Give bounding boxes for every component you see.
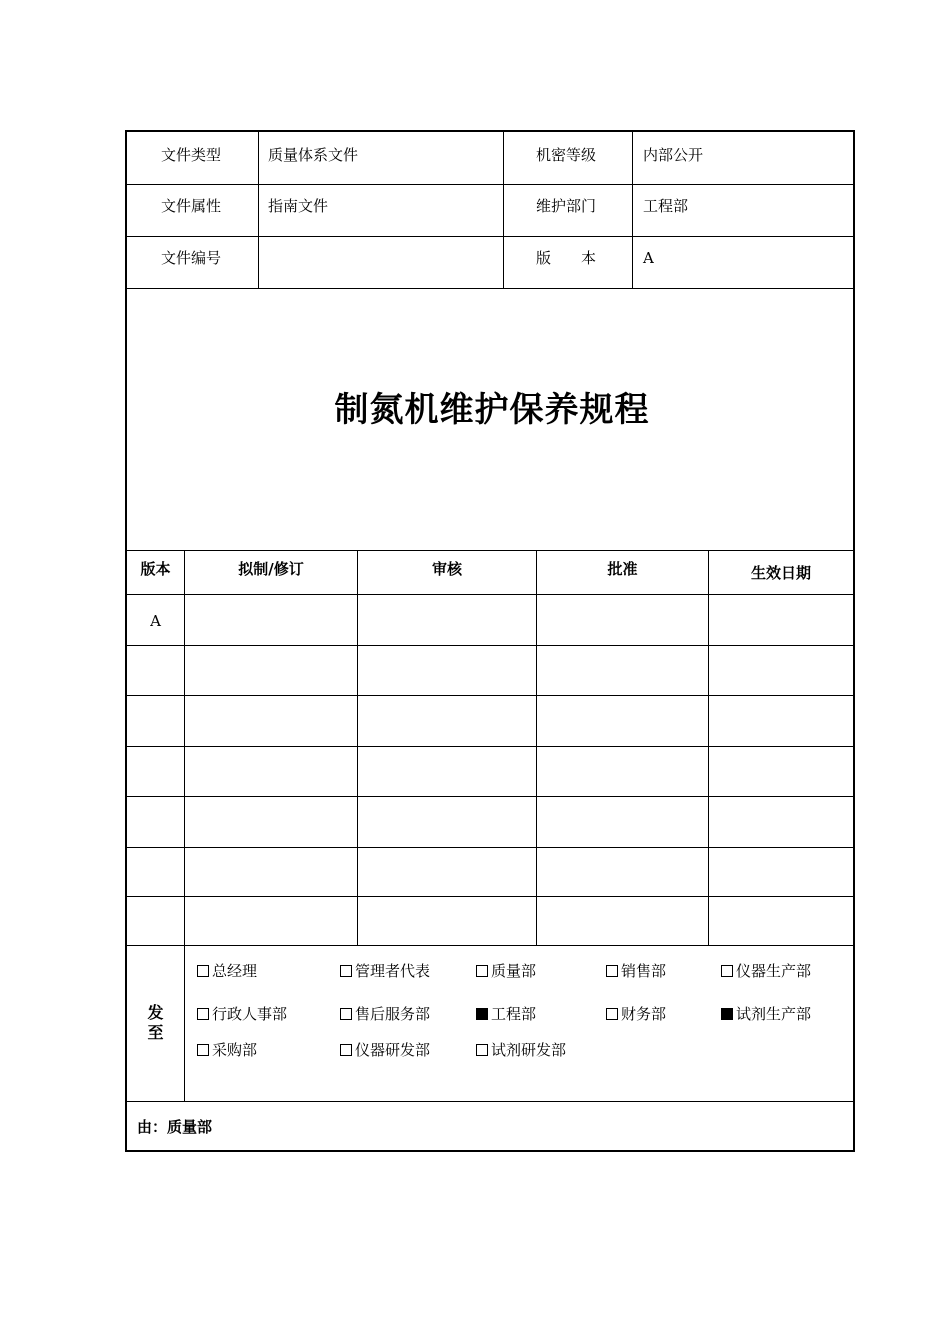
doc-type-label: 文件类型 (161, 146, 222, 164)
distribution-item[interactable]: 总经理 (197, 961, 257, 981)
divider (127, 896, 853, 897)
checkbox-icon[interactable] (476, 1044, 488, 1056)
divider (127, 847, 853, 848)
doc-attr-value: 指南文件 (268, 197, 329, 215)
divider (184, 945, 185, 1101)
column-header-approved: 批准 (607, 560, 638, 578)
distribution-item[interactable]: 行政人事部 (197, 1004, 287, 1024)
distribution-item[interactable]: 财务部 (606, 1004, 666, 1024)
divider (357, 550, 358, 945)
column-header-version: 版本 (140, 560, 171, 578)
divider (258, 132, 259, 288)
column-header-effective-date: 生效日期 (750, 564, 811, 582)
secret-level-label: 机密等级 (536, 146, 597, 164)
checkbox-icon[interactable] (606, 1008, 618, 1020)
divider (536, 550, 537, 945)
distribution-item[interactable]: 仪器研发部 (340, 1040, 430, 1060)
divider (127, 594, 853, 595)
doc-type-value: 质量体系文件 (268, 146, 359, 164)
divider (503, 132, 504, 288)
divider (127, 796, 853, 797)
doc-attr-label: 文件属性 (161, 197, 222, 215)
table-cell-version: A (150, 612, 161, 630)
divider (127, 695, 853, 696)
column-header-drafted: 拟制/修订 (238, 560, 304, 578)
divider (127, 1101, 853, 1102)
checkbox-icon[interactable] (197, 1044, 209, 1056)
version-value: A (643, 249, 654, 267)
distribution-item[interactable]: 管理者代表 (340, 961, 430, 981)
distribution-item[interactable]: 试剂研发部 (476, 1040, 566, 1060)
divider (184, 550, 185, 945)
secret-level-value: 内部公开 (643, 146, 704, 164)
column-header-reviewed: 审核 (431, 560, 462, 578)
divider (127, 288, 853, 289)
checkbox-icon[interactable] (340, 1044, 352, 1056)
distribution-item[interactable]: 采购部 (197, 1040, 257, 1060)
divider (708, 550, 709, 945)
distribution-item[interactable]: 试剂生产部 (721, 1004, 811, 1024)
maintenance-dept-label: 维护部门 (536, 197, 597, 215)
divider (127, 550, 853, 551)
distribution-item[interactable]: 销售部 (606, 961, 666, 981)
divider (127, 746, 853, 747)
issued-by: 由：质量部 (137, 1118, 213, 1136)
distribution-item[interactable]: 工程部 (476, 1004, 536, 1024)
checkbox-icon[interactable] (721, 965, 733, 977)
checkbox-icon[interactable] (197, 965, 209, 977)
document-form (125, 130, 855, 1152)
version-label: 版 本 (536, 249, 597, 267)
checkbox-checked-icon[interactable] (721, 1008, 733, 1020)
distribution-item[interactable]: 售后服务部 (340, 1004, 430, 1024)
checkbox-icon[interactable] (340, 1008, 352, 1020)
divider (127, 645, 853, 646)
distribution-item[interactable]: 仪器生产部 (721, 961, 811, 981)
distribution-item[interactable]: 质量部 (476, 961, 536, 981)
divider (127, 184, 853, 185)
document-title: 制氮机维护保养规程 (334, 390, 650, 430)
checkbox-icon[interactable] (197, 1008, 209, 1020)
checkbox-icon[interactable] (606, 965, 618, 977)
divider (127, 945, 853, 946)
checkbox-checked-icon[interactable] (476, 1008, 488, 1020)
divider (127, 236, 853, 237)
checkbox-icon[interactable] (340, 965, 352, 977)
maintenance-dept-value: 工程部 (643, 197, 689, 215)
checkbox-icon[interactable] (476, 965, 488, 977)
distribution-label: 发 至 (147, 1003, 164, 1042)
divider (632, 132, 633, 288)
doc-number-label: 文件编号 (161, 249, 222, 267)
